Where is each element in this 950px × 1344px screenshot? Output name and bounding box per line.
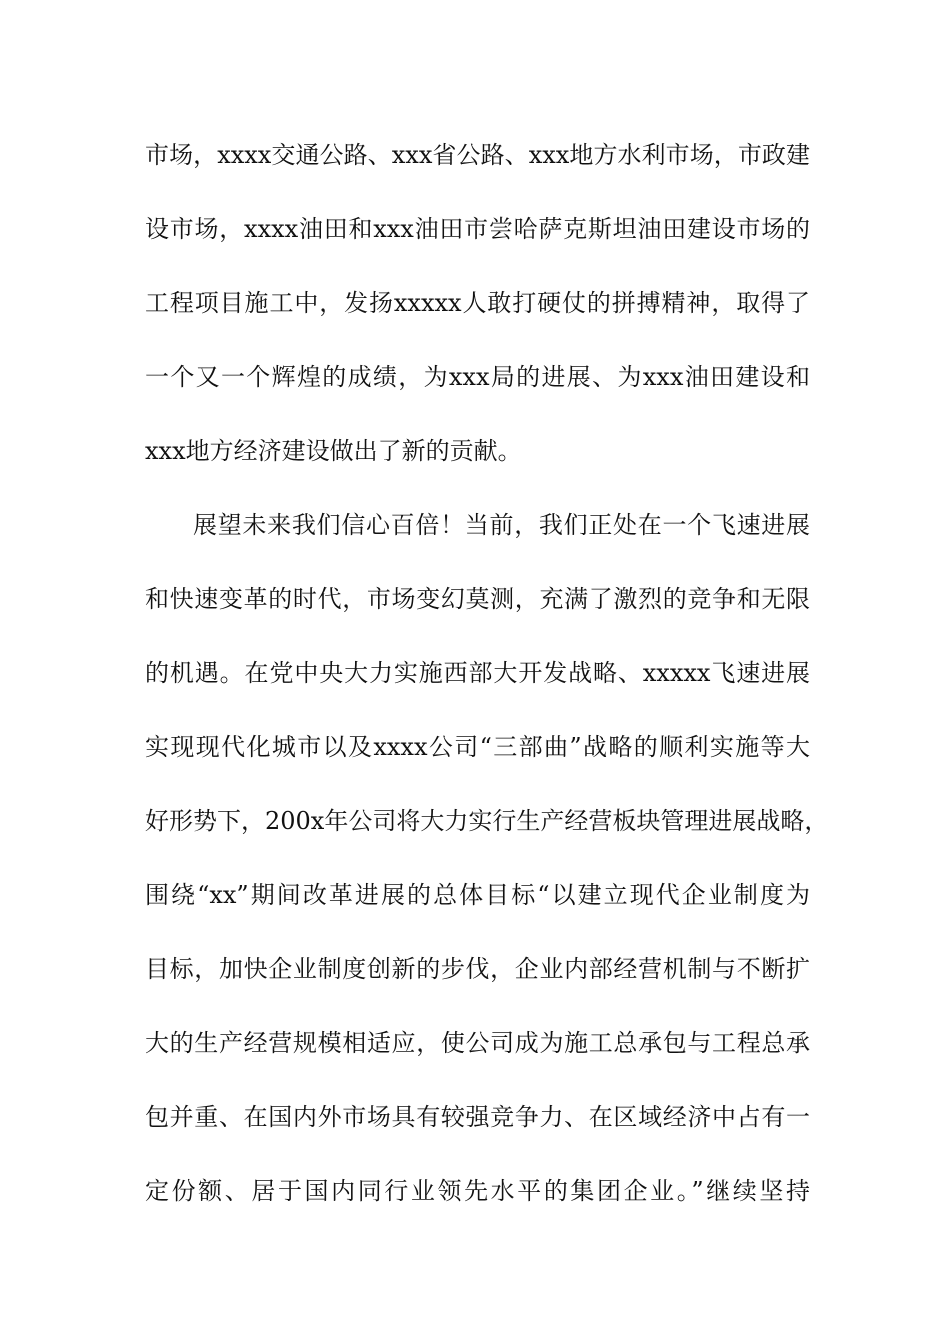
text-line: 的机遇。在党中央大力实施西部大开发战略、xxxxx飞速进展 xyxy=(145,659,810,687)
text-line: 目标，加快企业制度创新的步伐，企业内部经营机制与不断扩 xyxy=(145,955,810,983)
text-line: 实现现代化城市以及xxxx公司“三部曲”战略的顺利实施等大 xyxy=(145,733,810,761)
text-line: 设市场，xxxx油田和xxx油田市尝哈萨克斯坦油田建设市场的 xyxy=(145,215,810,243)
text-line: 一个又一个辉煌的成绩，为xxx局的进展、为xxx油田建设和 xyxy=(145,363,810,391)
paragraph-first-line: 展望未来我们信心百倍！当前，我们正处在一个飞速进展 xyxy=(193,511,810,539)
text-line: 定份额、居于国内同行业领先水平的集团企业。”继续坚持 xyxy=(145,1177,810,1205)
text-line: xxx地方经济建设做出了新的贡献。 xyxy=(145,437,522,465)
text-line: 包并重、在国内外市场具有较强竞争力、在区域经济中占有一 xyxy=(145,1103,810,1131)
text-line: 工程项目施工中，发扬xxxxx人敢打硬仗的拼搏精神，取得了 xyxy=(145,289,810,317)
text-line: 和快速变革的时代，市场变幻莫测，充满了激烈的竞争和无限 xyxy=(145,585,810,613)
text-line: 好形势下，200x年公司将大力实行生产经营板块管理进展战略， xyxy=(145,807,829,835)
text-line: 围绕“xx”期间改革进展的总体目标“以建立现代企业制度为 xyxy=(145,881,810,909)
text-line: 大的生产经营规模相适应，使公司成为施工总承包与工程总承 xyxy=(145,1029,810,1057)
text-line: 市场，xxxx交通公路、xxx省公路、xxx地方水利市场，市政建 xyxy=(145,141,810,169)
